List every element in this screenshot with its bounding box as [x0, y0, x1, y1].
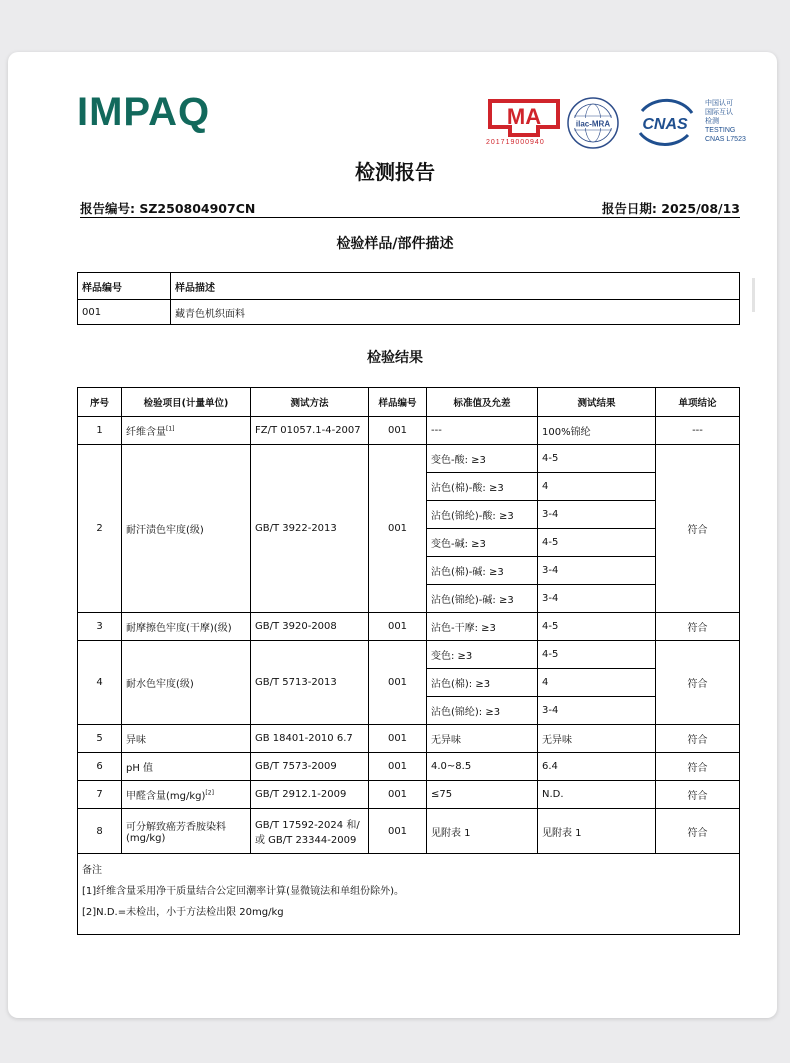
test-method: GB/T 17592-2024 和/或 GB/T 23344-2009: [251, 809, 369, 854]
test-result: 4-5: [538, 641, 656, 669]
test-method: GB/T 5713-2013: [251, 641, 369, 725]
header-method: 测试方法: [251, 388, 369, 417]
table-row: [78, 781, 740, 809]
row-number: 2: [78, 445, 122, 613]
sample-section-title: 检验样品/部件描述: [336, 236, 454, 252]
test-result: 4: [538, 669, 656, 697]
sample-number: 001: [369, 753, 427, 781]
standard-value: 4.0~8.5: [427, 753, 538, 781]
conclusion: 符合: [656, 809, 740, 854]
standard-value: ---: [427, 417, 538, 445]
test-item: 耐汗渍色牢度(级): [122, 445, 251, 613]
test-method: GB/T 2912.1-2009: [251, 781, 369, 809]
table-row: [78, 445, 740, 473]
conclusion: 符合: [656, 725, 740, 753]
test-method: GB/T 7573-2009: [251, 753, 369, 781]
conclusion: 符合: [656, 613, 740, 641]
ma-certificate-number: 201719000940: [486, 139, 545, 146]
test-result: 3-4: [538, 585, 656, 613]
row-number: 4: [78, 641, 122, 725]
standard-value: 沾色(锦纶)-碱: ≥3: [427, 585, 538, 613]
standard-value: 变色: ≥3: [427, 641, 538, 669]
test-item: 异味: [122, 725, 251, 753]
standard-value: 沾色(棉): ≥3: [427, 669, 538, 697]
table-row: [78, 753, 740, 781]
cnas-logo: [630, 97, 700, 149]
standard-value: 沾色(棉)-碱: ≥3: [427, 557, 538, 585]
row-number: 3: [78, 613, 122, 641]
test-result: 4: [538, 473, 656, 501]
row-number: 1: [78, 417, 122, 445]
ma-logo-text: MA: [506, 104, 542, 129]
header-item: 检验项目(计量单位): [122, 388, 251, 417]
standard-value: 沾色(锦纶)-酸: ≥3: [427, 501, 538, 529]
test-result: 见附表 1: [538, 809, 656, 854]
sample-number: 001: [369, 725, 427, 753]
report-date: 报告日期: 2025/08/13: [601, 201, 740, 216]
test-result: N.D.: [538, 781, 656, 809]
results-section-title: 检验结果: [367, 350, 423, 366]
row-number: 5: [78, 725, 122, 753]
sample-number: 001: [369, 781, 427, 809]
table-row: [78, 809, 740, 854]
cnas-caption: 中国认可 国际互认 检测 TESTING CNAS L7523: [705, 100, 746, 143]
sample-number: 001: [369, 641, 427, 725]
sample-number: 001: [369, 809, 427, 854]
footnote-ref: [1]: [166, 425, 175, 433]
header-conclusion: 单项结论: [656, 388, 740, 417]
standard-value: 无异味: [427, 725, 538, 753]
table-row: [78, 641, 740, 669]
sample-number: 001: [369, 417, 427, 445]
table-row: [78, 725, 740, 753]
table-row: 001 藏青色机织面料: [78, 300, 740, 325]
standard-value: 见附表 1: [427, 809, 538, 854]
conclusion: 符合: [656, 641, 740, 725]
test-item: pH 值: [122, 753, 251, 781]
conclusion: 符合: [656, 445, 740, 613]
test-item: 纤维含量[1]: [122, 417, 251, 445]
standard-value: 变色-碱: ≥3: [427, 529, 538, 557]
notes-cell: 备注 [1]纤维含量采用净干质量结合公定回潮率计算(显微镜法和单组份除外)。 [2]N.D.=未检出，小于方法检出限 20mg/kg: [78, 854, 740, 935]
test-item: 耐水色牢度(级): [122, 641, 251, 725]
test-result: 4-5: [538, 445, 656, 473]
conclusion: 符合: [656, 753, 740, 781]
report-meta-row: [80, 199, 740, 218]
cnas-logo-text: CNAS: [642, 116, 688, 133]
standard-value: 沾色(棉)-酸: ≥3: [427, 473, 538, 501]
test-result: 无异味: [538, 725, 656, 753]
test-item: 耐摩擦色牢度(干摩)(级): [122, 613, 251, 641]
standard-value: ≤75: [427, 781, 538, 809]
results-table: [77, 387, 740, 935]
report-title: 检测报告: [355, 160, 435, 184]
test-result: 3-4: [538, 501, 656, 529]
sample-number: 001: [369, 445, 427, 613]
test-result: 3-4: [538, 697, 656, 725]
standard-value: 沾色(锦纶): ≥3: [427, 697, 538, 725]
table-row: [78, 417, 740, 445]
standard-value: 变色-酸: ≥3: [427, 445, 538, 473]
header-result: 测试结果: [538, 388, 656, 417]
table-row: [78, 613, 740, 641]
test-result: 6.4: [538, 753, 656, 781]
standard-value: 沾色-干摩: ≥3: [427, 613, 538, 641]
sample-number: 001: [369, 613, 427, 641]
row-number: 7: [78, 781, 122, 809]
test-result: 3-4: [538, 557, 656, 585]
notes-row: [78, 854, 740, 935]
header-standard: 标准值及允差: [427, 388, 538, 417]
test-result: 4-5: [538, 613, 656, 641]
ilac-logo-text: ilac-MRA: [575, 119, 611, 129]
conclusion: 符合: [656, 781, 740, 809]
row-number: 8: [78, 809, 122, 854]
row-number: 6: [78, 753, 122, 781]
report-number: 报告编号: SZ250804907CN: [80, 201, 256, 216]
ilac-mra-logo: [566, 96, 620, 150]
footnote-ref: [2]: [205, 789, 214, 797]
test-method: GB 18401-2010 6.7: [251, 725, 369, 753]
test-method: FZ/T 01057.1-4-2007: [251, 417, 369, 445]
header-no: 序号: [78, 388, 122, 417]
impaq-logo: IMPAQ: [77, 90, 211, 134]
sample-header-no: 样品编号: [78, 273, 171, 300]
sample-table: [77, 272, 740, 325]
header-sample: 样品编号: [369, 388, 427, 417]
test-result: 100%锦纶: [538, 417, 656, 445]
test-item: 可分解致癌芳香胺染料(mg/kg): [122, 809, 251, 854]
test-result: 4-5: [538, 529, 656, 557]
test-method: GB/T 3922-2013: [251, 445, 369, 613]
scroll-edge-mark: [752, 278, 755, 312]
conclusion: ---: [656, 417, 740, 445]
sample-header-desc: 样品描述: [171, 273, 740, 300]
test-method: GB/T 3920-2008: [251, 613, 369, 641]
test-item: 甲醛含量(mg/kg)[2]: [122, 781, 251, 809]
